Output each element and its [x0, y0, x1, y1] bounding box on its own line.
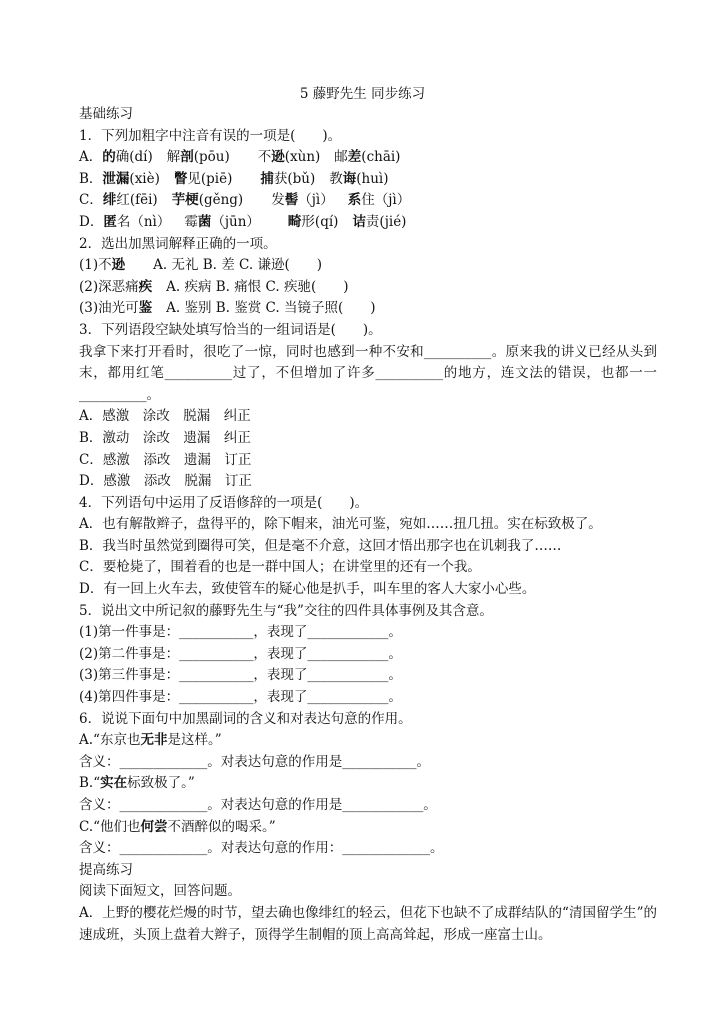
- q6-a-answer: 含义：_____________。对表达句意的作用是___________。: [79, 753, 430, 770]
- q1-option-a: A．的确(dí) 解剖(pōu) 不逊(xùn) 邮差(chāi): [79, 149, 401, 166]
- q3-option-a: A．感激 涂改 脱漏 纠正: [79, 408, 251, 425]
- exercise-content: [79, 104, 657, 946]
- q6-stem: 6．说说下面句中加黑副词的含义和对表达句意的作用。: [79, 710, 412, 727]
- q5-item-2: (2)第二件事是：___________，表现了____________。: [79, 645, 402, 662]
- q4-option-a: A．也有解散辫子，盘得平的，除下帽来，油光可鉴，宛如……扭几扭。实在标致极了。: [79, 516, 602, 533]
- q2-item-3: (3)油光可鉴 A. 鉴别 B. 鉴赏 C. 当镜子照( ): [79, 300, 376, 317]
- q5-item-3: (3)第三件事是：___________，表现了____________。: [79, 667, 402, 684]
- q1-option-c: C．绯红(fēi) 芋梗(gěng) 发髻（jì） 系住（jì）: [79, 192, 411, 209]
- q4-option-d: D．有一回上火车去，致使管车的疑心他是扒手，叫车里的客人大家小心些。: [79, 581, 536, 598]
- q6-b-sentence: B.“实在标致极了。”: [79, 775, 195, 792]
- q2-stem: 2．选出加黑词解释正确的一项。: [79, 235, 277, 252]
- section-heading-advanced: 提高练习: [79, 861, 133, 878]
- q3-option-c: C．感激 添改 遗漏 订正: [79, 451, 252, 468]
- reading-passage: A．上野的樱花烂熳的时节，望去确也像绯红的轻云，但花下也缺不了成群结队的“清国留学生”的速成班，头顶上盘着大辫子，顶得学生制帽的顶上高高耸起，形成一座富士山。: [79, 904, 657, 943]
- q3-passage: 我拿下来打开看时，很吃了一惊，同时也感到一种不安和__________。原来我的讲义已经从头到末，都用红笔__________过了，不但增加了许多__________的地方，连文法的错误，也都一一__________。: [79, 343, 657, 403]
- q4-option-b: B．我当时虽然觉到圈得可笑，但是毫不介意，这回才悟出那字也在讥刺我了……: [79, 537, 562, 554]
- q1-option-b: B．泄漏(xiè) 瞥见(piē) 捕获(bǔ) 教诲(huì): [79, 170, 389, 187]
- q6-a-sentence: A.“东京也无非是这样。”: [79, 732, 222, 749]
- q4-stem: 4．下列语句中运用了反语修辞的一项是( )。: [79, 494, 369, 511]
- q6-c-sentence: C.“他们也何尝不酒醉似的喝采。”: [79, 818, 276, 835]
- q1-stem: 1．下列加粗字中注音有误的一项是( )。: [79, 127, 342, 144]
- q4-option-c: C．要枪毙了，围着看的也是一群中国人；在讲堂里的还有一个我。: [79, 559, 481, 576]
- page-title: 5 藤野先生 同步练习: [299, 86, 426, 102]
- q5-item-4: (4)第四件事是：___________，表现了____________。: [79, 689, 402, 706]
- q5-stem: 5．说出文中所记叙的藤野先生与“我”交往的四件具体事例及其含意。: [79, 602, 493, 619]
- q3-option-b: B．激动 涂改 遗漏 纠正: [79, 429, 251, 446]
- reading-intro: 阅读下面短文，回答问题。: [79, 883, 241, 900]
- q6-b-answer: 含义：_____________。对表达句意的作用是____________。: [79, 797, 437, 813]
- section-heading-basic: 基础练习: [79, 106, 133, 122]
- q1-option-d: D．匿名（nì） 霉菌（jūn） 畸形(qí) 诘责(jié): [79, 213, 407, 230]
- q5-item-1: (1)第一件事是：___________，表现了____________。: [79, 624, 402, 641]
- q2-item-2: (2)深恶痛疾 A. 疾病 B. 痛恨 C. 疾驰( ): [79, 278, 349, 295]
- q3-option-d: D．感激 添改 脱漏 订正: [79, 473, 252, 490]
- q6-c-answer: 含义：_____________。对表达句意的作用：_____________。: [79, 840, 444, 857]
- q2-item-1: (1)不逊 A. 无礼 B. 差 C. 谦逊( ): [79, 257, 323, 274]
- q3-stem: 3．下列语段空缺处填写恰当的一组词语是( )。: [79, 321, 382, 338]
